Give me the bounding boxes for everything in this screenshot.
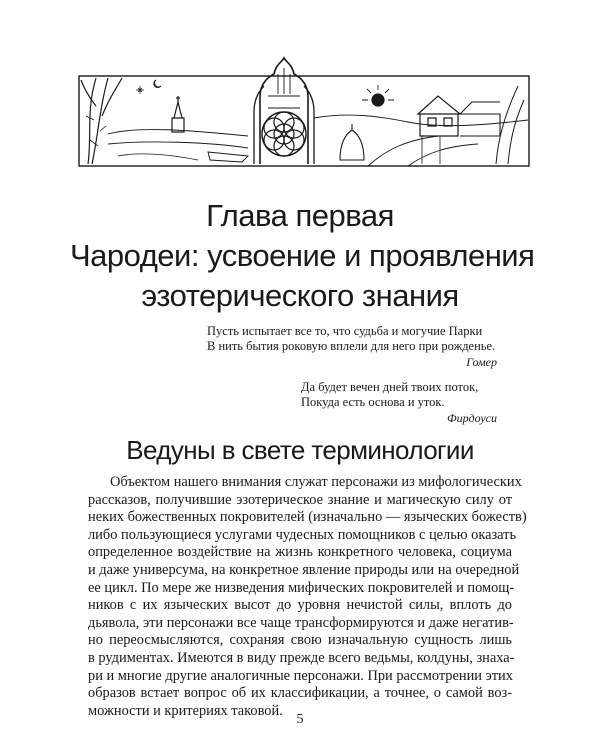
body-line: либо пользующиеся услугами чудесных помощников с целью оказать [88, 526, 517, 543]
epigraph-homer [207, 324, 497, 370]
body-line: Объектом нашего внимания служат персонажи из мифологических [110, 474, 522, 490]
body-line: ее цикл. По мере же низведения мифических покровителей и помощ- [88, 579, 515, 596]
epigraph-line: В нить бытия роковую вплели для него при рожденье. [207, 339, 496, 353]
body-paragraph [88, 474, 527, 720]
chapter-heading [70, 196, 535, 316]
chapter-title-line-1: Чародеи: усвоение и проявления [70, 238, 535, 273]
epigraph-line: Пусть испытает все то, что судьба и могучие Парки [207, 324, 483, 338]
epigraph-author: Гомер [466, 355, 497, 369]
chapter-illustration [78, 56, 530, 168]
body-line: дьявола, эти персонажи все чаще трансформируются и даже негатив- [88, 614, 514, 631]
folk-landscape-drawing [78, 56, 530, 168]
epigraph-line: Да будет вечен дней твоих поток, [301, 380, 479, 394]
body-line: но переосмысляются, сохраняя свою изначальную сущность лишь [88, 632, 512, 649]
body-line: в рудиментах. Имеются в виду прежде всего ведьмы, колдуны, знаха- [88, 649, 515, 666]
body-line: ри и многие другие аналогичные персонажи. При рассмотрении этих [88, 667, 513, 684]
page-number: 5 [296, 712, 304, 727]
epigraph-line: Покуда есть основа и уток. [301, 395, 445, 409]
body-line: ников с их языческих высот до уровня нечистой силы, вплоть до [88, 597, 512, 614]
body-line: образов встает вопрос об их классификации, а точнее, о самой воз- [88, 685, 512, 702]
body-line: неких божественных покровителей (изначально — языческих божеств) [88, 509, 527, 526]
body-line: и даже универсума, на конкретное явление природы или на очередной [88, 561, 520, 578]
chapter-number: Глава первая [206, 198, 394, 233]
body-line: определенное воздействие на жизнь конкретного человека, социума [88, 544, 512, 561]
body-line: рассказов, получившие эзотерическое знание и магическую силу от [88, 491, 512, 508]
chapter-title-line-2: эзотерического знания [141, 278, 459, 313]
section-heading: Ведуны в свете терминологии [126, 435, 474, 465]
epigraph-ferdowsi [301, 380, 497, 426]
epigraph-author: Фирдоуси [447, 411, 497, 425]
body-line: можности и критериях таковой. [88, 702, 283, 719]
